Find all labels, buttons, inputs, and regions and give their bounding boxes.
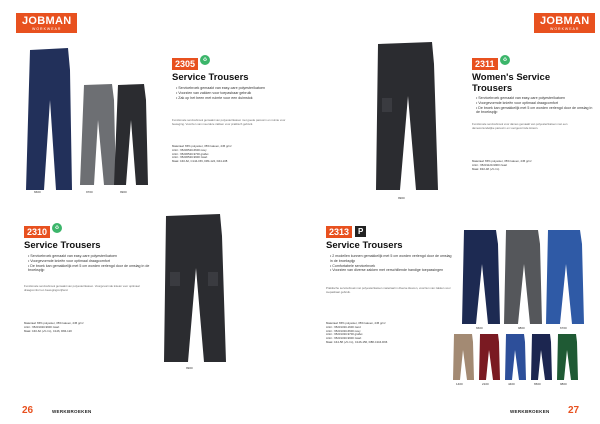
product-code-badge: 2313 bbox=[326, 226, 352, 238]
spec-line: Artnr.: 65231320-9900 zwart bbox=[326, 336, 362, 341]
feature-list bbox=[22, 254, 153, 273]
spec-line: Maat: D32-48 (+5 cm) bbox=[472, 166, 500, 171]
caption: 9900 bbox=[398, 196, 405, 200]
product-title: Women's Service Trousers bbox=[472, 72, 551, 94]
caption: 9900 bbox=[186, 366, 193, 370]
right-page bbox=[300, 0, 600, 424]
product-title: Service Trousers bbox=[24, 240, 101, 251]
product-description: Functionele servicebroek gemaakt van polyester/katoen. Voorgevormde knieën voor optimaal draagcomfort en bewegingsvrijheid. bbox=[24, 284, 140, 292]
feature-item: • Voorzien van diverse zakken met verschillende handige toepassingen bbox=[330, 268, 455, 273]
spec-line: Maat: C40-62 (+5 cm), C146, D84-120 bbox=[24, 328, 72, 333]
product-image-2311 bbox=[372, 40, 442, 200]
product-image-2310 bbox=[160, 212, 230, 372]
feature-item: • Zak op het been met ruimte voor een duimstok bbox=[176, 96, 291, 101]
caption: 6700 bbox=[560, 326, 567, 330]
spec-line: Artnr.: 65231320-6600 navy bbox=[326, 328, 361, 333]
spec-line: Artnr.: 65231320-1600 zand bbox=[326, 324, 361, 329]
feature-list bbox=[470, 96, 594, 115]
spec-line: Maat: C40-62, C144-156, D84-124, D44-108 bbox=[172, 159, 228, 164]
product-specs bbox=[172, 145, 287, 164]
product-specs bbox=[24, 322, 149, 333]
caption: 6500 bbox=[534, 382, 541, 386]
page-number: 27 bbox=[568, 405, 580, 416]
eco-label-icon: ♻ bbox=[200, 55, 210, 65]
spec-line: Materiaal: 65% polyester, 35% katoen, 245 g/m² bbox=[472, 159, 532, 163]
caption: 9900 bbox=[120, 190, 127, 194]
spec-line: Materiaal: 65% polyester, 35% katoen, 245 g/m² bbox=[24, 321, 84, 325]
feature-item: • De broek kan gemakkelijk met 5 cm worden verlengd door de omslag in de broekspijp bbox=[476, 106, 594, 116]
product-specs bbox=[472, 160, 587, 171]
p-badge: P bbox=[355, 226, 366, 237]
product-description: Functionele servicebroek voor dames gemaakt van polyester/katoen met een damesvriendelijke pasvorm en voorgevormde knieën. bbox=[472, 122, 568, 130]
feature-item: • Comfortabele servicebroek bbox=[330, 264, 455, 269]
product-specs bbox=[326, 322, 451, 345]
spec-line: Artnr.: 65230520-9700 grafiet bbox=[172, 151, 209, 156]
caption: 9800 bbox=[518, 326, 525, 330]
feature-item: • De broek kan gemakkelijk met 5 cm worden verlengd door de omslag in de broekspijp bbox=[28, 264, 153, 274]
spec-line: Maat: C44-58 (+5 cm), C146-156, D88-C116-D96 bbox=[326, 339, 388, 344]
feature-list bbox=[170, 86, 291, 100]
product-description: Praktische servicebroek met polyester/katoen materiaal in diverse kleuren, voorzien van zakken voor toepasbaar gebruik. bbox=[326, 286, 451, 294]
feature-item: • Servicebroek gemaakt van easy-care polyester/katoen bbox=[176, 86, 291, 91]
spec-line: Artnr.: 65231320-9700 grafiet bbox=[326, 332, 363, 337]
caption: 6600 bbox=[34, 190, 41, 194]
spec-line: Materiaal: 65% polyester, 35% katoen, 245 g/m² bbox=[326, 321, 386, 325]
caption: 1400 bbox=[456, 382, 463, 386]
spec-line: Artnr.: 65230520-9900 zwart bbox=[172, 155, 208, 160]
caption: 6600 bbox=[476, 326, 483, 330]
product-code-badge: 2305 bbox=[172, 58, 198, 70]
section-label: WERKBROEKEN bbox=[52, 409, 92, 414]
product-title: Service Trousers bbox=[326, 240, 403, 251]
product-image-2305 bbox=[18, 40, 158, 195]
section-label: WERKBROEKEN bbox=[510, 409, 550, 414]
spec-line: Artnr.: 65231020-9900 zwart bbox=[24, 324, 60, 329]
product-image-2313-top bbox=[458, 228, 588, 328]
page-number: 26 bbox=[22, 405, 34, 416]
feature-item: • 2 modellen kunnen gemakkelijk met 5 cm worden verlengd door de omslag in de broekspijp bbox=[330, 254, 455, 264]
eco-label-icon: ♻ bbox=[500, 55, 510, 65]
caption: 9800 bbox=[560, 382, 567, 386]
feature-item: • Voorgevormde knieën voor optimaal draagcomfort bbox=[28, 259, 153, 264]
feature-item: • Voorzien van zakken voor toepasbaar gebruik bbox=[176, 91, 291, 96]
caption: 2100 bbox=[482, 382, 489, 386]
product-code-badge: 2310 bbox=[24, 226, 50, 238]
feature-item: • Voorgevormde knieën voor optimaal draagcomfort bbox=[476, 101, 594, 106]
caption: 9700 bbox=[86, 190, 93, 194]
spec-line: Artnr.: 65230520-6600 navy bbox=[172, 147, 207, 152]
feature-item: • Servicebroek gemaakt van easy-care polyester/katoen bbox=[28, 254, 153, 259]
spec-line: Artnr.: 65231120-9900 zwart bbox=[472, 162, 508, 167]
spec-line: Materiaal: 65% polyester, 35% katoen, 245 g/m² bbox=[172, 144, 232, 148]
product-title: Service Trousers bbox=[172, 72, 249, 83]
product-code-badge: 2311 bbox=[472, 58, 498, 70]
eco-label-icon: ♻ bbox=[52, 223, 62, 233]
product-description: Functionele servicebroek gemaakt van polyester/katoen met goede pasvorm en ruimte voor beweging. Voorzien van meerdere zakken voor praktisch gebruik. bbox=[172, 118, 286, 126]
feature-list bbox=[324, 254, 455, 273]
product-image-2313-bottom bbox=[452, 332, 592, 382]
brand-logo: JOBMAN WORKWEAR bbox=[16, 13, 77, 33]
caption: 4400 bbox=[508, 382, 515, 386]
brand-logo: JOBMAN WORKWEAR bbox=[534, 13, 595, 33]
feature-item: • Servicebroek gemaakt van easy-care polyester/katoen bbox=[476, 96, 594, 101]
